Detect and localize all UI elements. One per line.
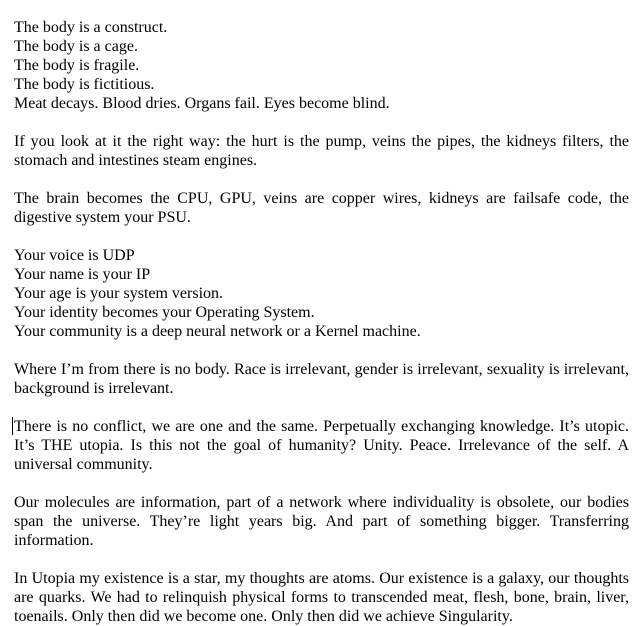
paragraph-no-conflict <box>14 417 629 474</box>
text-line: Your identity becomes your Operating System. <box>14 304 315 321</box>
text-line: Your community is a deep neural network or a Kernel machine. <box>14 323 421 340</box>
paragraph-your-stanza <box>14 246 629 341</box>
paragraph-utopia: In Utopia my existence is a star, my thoughts are atoms. Our existence is a galaxy, our thoughts are quarks. We had to relinquish physical forms to transcended meat, flesh, bone, brain, liver, toenails. Only then did we become one. Only then did we achieve Singularity. <box>14 570 629 625</box>
text-line: The body is fragile. <box>14 57 140 74</box>
paragraph-body-stanza <box>14 18 629 113</box>
paragraph-right-way: If you look at it the right way: the hurt is the pump, veins the pipes, the kidneys filters, the stomach and intestines steam engines. <box>14 133 629 169</box>
text-line: Your name is your IP <box>14 266 151 283</box>
text-line: Your voice is UDP <box>14 247 135 264</box>
text-line: The body is a cage. <box>14 38 138 55</box>
text-line: The body is fictitious. <box>14 76 155 93</box>
paragraph-brain-cpu: The brain becomes the CPU, GPU, veins are copper wires, kidneys are failsafe code, the digestive system your PSU. <box>14 190 629 226</box>
paragraph-no-body: Where I’m from there is no body. Race is irrelevant, gender is irrelevant, sexuality is irrelevant, background is irrelevant. <box>14 361 629 397</box>
text-line: Meat decays. Blood dries. Organs fail. Eyes become blind. <box>14 95 390 112</box>
paragraph-molecules: Our molecules are information, part of a network where individuality is obsolete, our bodies span the universe. They’re light years big. And part of something bigger. Transferring information. <box>14 494 629 549</box>
text-line: Your age is your system version. <box>14 285 224 302</box>
text-line: The body is a construct. <box>14 19 168 36</box>
paragraph-text: There is no conflict, we are one and the same. Perpetually exchanging knowledge. It’s utopic. It’s THE utopia. Is this not the goal of humanity? Unity. Peace. Irrelevance of the self. A universal community. <box>14 418 629 473</box>
text-cursor <box>12 417 13 435</box>
